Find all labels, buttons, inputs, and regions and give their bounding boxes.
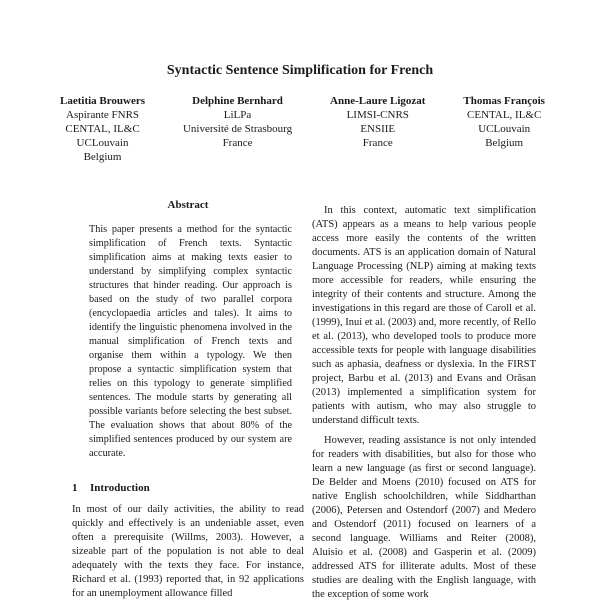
abstract-heading: Abstract — [167, 199, 209, 211]
author-block — [330, 94, 425, 164]
author-name: Delphine Bernhard — [192, 95, 283, 107]
body-paragraph: However, reading assistance is not only intended for readers with disabilities, but also for those who learn a new language (as first or second language). De Belder and Moens (2010) focused on ATS for native English schoolchildren, while Siddharthan (2006), Petersen and Ostendorf (2007) and Medero and Ostendorf (2011) focused on learners of a second language. Williams and Reiter (2008), Aluisio et al. (2008) and Gasperin et al. (2009) addressed ATS for illiterate adults. Most of these studies are dealing with the English language, with the exception of some work — [312, 435, 536, 600]
author-list — [60, 94, 545, 164]
author-name: Laetitia Brouwers — [60, 95, 146, 107]
left-column — [72, 198, 304, 601]
abstract-text: This paper presents a method for the syntactic simplification of French texts. Syntactic simplification aims at making texts easier to understand by simplifying complex syntactic structures that hinder reading. Our approach is based on the study of two parallel corpora (encyclopaedia articles and tales). It aims to identify the linguistic phenomena involved in the manual simplification of French texts and organise them within a typology. We then propose a syntactic simplification system that relies on this typology to generate simplified sentences. The module starts by generating all possible variants before selecting the best subset. The evaluation shows that about 80% of the simplified sentences produced by our system are accurate. — [89, 224, 292, 459]
author-affiliation-line: CENTAL, IL&C — [65, 123, 140, 135]
author-affiliation-line: Université de Strasbourg — [182, 123, 293, 135]
right-column — [312, 204, 536, 602]
author-name: Thomas François — [463, 95, 545, 107]
author-affiliation-line: LiLPa — [223, 109, 252, 121]
author-affiliation-line: Belgium — [83, 151, 122, 163]
author-affiliation-line: UCLouvain — [478, 123, 531, 135]
body-paragraph: In this context, automatic text simplification (ATS) appears as a means to help various people access more easily the contents of the written documents. ATS is an application domain of Natural Language Processing (NLP) aiming at making texts more accessible for readers, while ensuring the integrity of their contents and structure. Among the investigations in this regard are those of Caroll et al. (1999), Inui et al. (2003) and, more recently, of Rello et al. (2013), who developed tools to produce more accessible texts for people with language disabilities such as aphasia, deafness or dyslexia. In the FIRST project, Barbu et al. (2013) and Evans and Orăsan (2013) implemented a simplification system for patients with autism, who may also struggle to understand difficult texts. — [312, 205, 536, 426]
author-affiliation-line: CENTAL, IL&C — [467, 109, 542, 121]
author-affiliation-line: UCLouvain — [76, 137, 129, 149]
section-title: Introduction — [90, 482, 150, 494]
author-block — [463, 94, 545, 164]
author-block — [60, 94, 145, 164]
author-affiliation-line: France — [362, 137, 393, 149]
author-affiliation-line: Aspirante FNRS — [66, 109, 140, 121]
author-affiliation-line: France — [222, 137, 253, 149]
section-number: 1 — [72, 482, 78, 494]
body-paragraph: In most of our daily activities, the ability to read quickly and effectively is an undeniable asset, even often a prerequisite (Willms, 2003). However, a sizeable part of the population is not able to deal adequately with the texts they face. For instance, Richard et al. (1993) reported that, in 92 applications for an unemployment allowance filled — [72, 504, 304, 599]
paper-title: Syntactic Sentence Simplification for French — [166, 63, 434, 78]
author-affiliation-line: Belgium — [485, 137, 524, 149]
author-affiliation-line: ENSIIE — [360, 123, 396, 135]
author-name: Anne-Laure Ligozat — [330, 95, 426, 107]
section-heading — [72, 481, 304, 495]
author-affiliation-line: LIMSI-CNRS — [346, 109, 409, 121]
author-block — [183, 94, 292, 164]
